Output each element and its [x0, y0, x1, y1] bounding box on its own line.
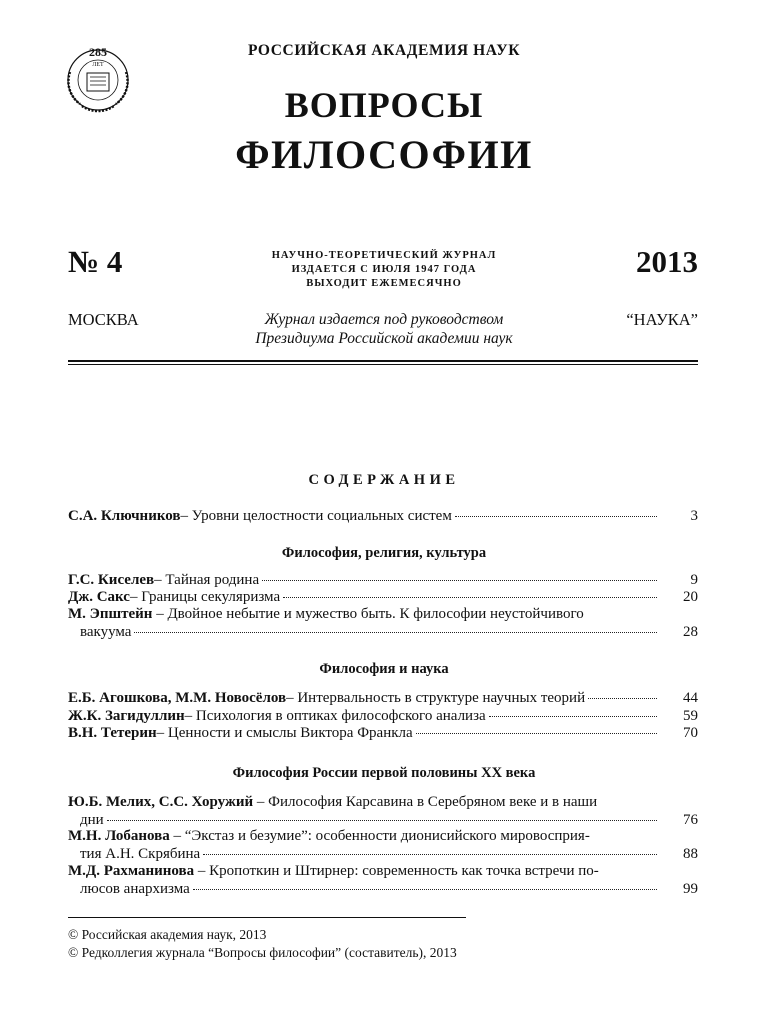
supervision-note: [0, 310, 768, 348]
toc-title: – Уровни целостности социальных систем: [180, 508, 452, 524]
toc-entry: [68, 793, 698, 829]
toc-title-cont: дни: [80, 812, 104, 828]
toc-leader: [262, 580, 657, 581]
toc-entry: [68, 862, 698, 898]
journal-title-line1: ВОПРОСЫ: [284, 85, 484, 125]
toc-leader: [283, 597, 657, 598]
toc-page: 88: [683, 846, 698, 862]
toc-author: Ю.Б. Мелих, С.С. Хоружий: [68, 794, 254, 810]
toc-title: – Ценности и смыслы Виктора Франкла: [156, 725, 413, 741]
toc-title: – Двойное небытие и мужество быть. К философии неустойчивого: [152, 606, 584, 622]
journal-title-line2: ФИЛОСОФИИ: [235, 132, 533, 177]
toc-entry: [68, 724, 698, 742]
header-rule-thick: [68, 360, 698, 362]
toc-title-cont: тия А.Н. Скрябина: [80, 846, 201, 862]
toc-leader: [134, 632, 657, 633]
issue-number: № 4: [68, 244, 123, 279]
toc-title-cont: люсов анархизма: [80, 881, 190, 897]
toc-leader: [588, 698, 657, 699]
section-heading: Философия, религия, культура: [281, 545, 487, 561]
toc-leader: [203, 854, 657, 855]
toc-title: – Тайная родина: [154, 572, 260, 588]
toc-title: – Кропоткин и Штирнер: современность как точка встречи по-: [194, 863, 599, 879]
toc-entry: [68, 605, 698, 641]
toc-author: В.Н. Тетерин: [68, 725, 157, 741]
toc-entry: [68, 689, 698, 707]
toc-title: – Психология в оптиках философского анализа: [184, 708, 486, 724]
toc-author: Г.С. Киселев: [68, 572, 155, 588]
journal-info: [0, 249, 768, 291]
seal-sub: ЛЕТ: [92, 62, 104, 68]
toc-leader: [416, 733, 657, 734]
toc-title-cont: вакуума: [80, 624, 132, 640]
toc-page: 59: [683, 708, 698, 724]
toc-leader: [107, 820, 657, 821]
toc-title: – “Экстаз и безумие”: особенности дионисийского мировосприя-: [169, 828, 590, 844]
toc-entry: [68, 507, 698, 525]
header-rule-thin: [68, 364, 698, 365]
toc-author: М.Н. Лобанова: [68, 828, 170, 844]
toc-title: – Границы секуляризма: [129, 589, 281, 605]
toc-page: 28: [683, 624, 698, 640]
contents-heading: СОДЕРЖАНИЕ: [308, 472, 460, 488]
toc-entry: [68, 588, 698, 606]
toc-author: Ж.К. Загидуллин: [68, 708, 185, 724]
toc-entry: [68, 707, 698, 725]
toc-author: М.Д. Рахманинова: [68, 863, 195, 879]
toc-title: – Философия Карсавина в Серебряном веке и в наши: [253, 794, 598, 810]
toc-entry: [68, 827, 698, 863]
toc-page: 9: [690, 572, 698, 588]
toc-author: С.А. Ключников: [68, 508, 181, 524]
toc-leader: [489, 716, 657, 717]
section-heading: Философия России первой половины XX века: [232, 765, 536, 781]
toc-title: – Интервальность в структуре научных теорий: [286, 690, 586, 706]
toc-author: Дж. Сакс: [68, 589, 130, 605]
toc-leader: [193, 889, 657, 890]
copyright-editorial: © Редколлегия журнала “Вопросы философии” (составитель), 2013: [68, 945, 457, 960]
copyright-academy: © Российская академия наук, 2013: [68, 927, 267, 942]
publisher: “НАУКА”: [626, 310, 698, 329]
city: МОСКВА: [68, 310, 139, 329]
seal-number: 285: [89, 45, 107, 59]
toc-page: 20: [683, 589, 698, 605]
toc-page: 76: [683, 812, 698, 828]
journal-info-line: НАУЧНО-ТЕОРЕТИЧЕСКИЙ ЖУРНАЛ: [271, 250, 497, 261]
journal-info-line: ИЗДАЕТСЯ С ИЮЛЯ 1947 ГОДА: [291, 264, 477, 275]
toc-page: 44: [683, 690, 698, 706]
toc-entry: [68, 571, 698, 589]
toc-author: Е.Б. Агошкова, М.М. Новосёлов: [68, 690, 287, 706]
journal-info-line: ВЫХОДИТ ЕЖЕМЕСЯЧНО: [306, 278, 462, 289]
toc-author: М. Эпштейн: [68, 606, 153, 622]
toc-leader: [455, 516, 657, 517]
section-heading: Философия и наука: [319, 661, 449, 677]
supervision-line: Журнал издается под руководством: [264, 311, 504, 328]
footnote-rule: [68, 917, 466, 918]
supervision-line: Президиума Российской академии наук: [255, 330, 513, 347]
toc-page: 3: [690, 508, 698, 524]
toc-page: 99: [683, 881, 698, 897]
toc-page: 70: [683, 725, 698, 741]
academy-name: РОССИЙСКАЯ АКАДЕМИЯ НАУК: [247, 42, 521, 59]
issue-year: 2013: [636, 244, 698, 279]
